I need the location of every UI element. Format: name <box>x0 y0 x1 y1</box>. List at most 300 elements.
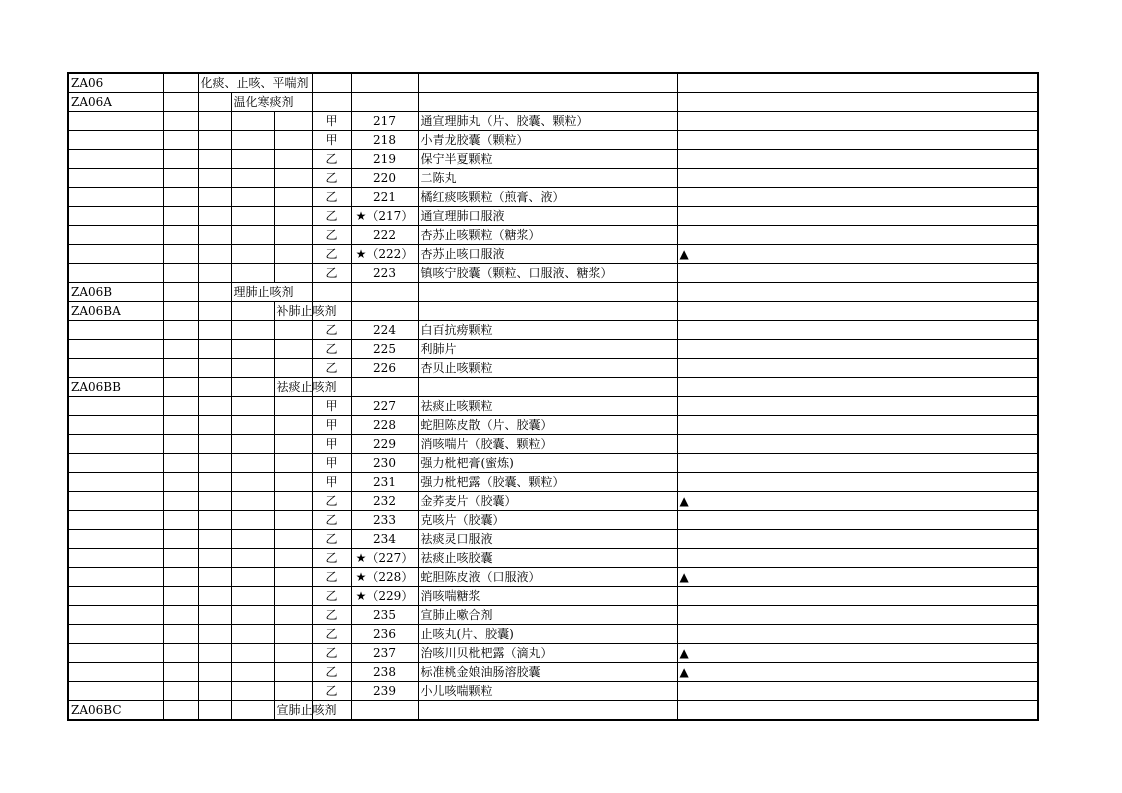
category-cell <box>198 169 231 188</box>
row-code <box>68 663 163 682</box>
number-cell: 220 <box>351 169 418 188</box>
drug-catalog-table <box>67 72 1039 721</box>
category-label: 化痰、止咳、平喘剂 <box>198 73 231 93</box>
row-code: ZA06BA <box>68 302 163 321</box>
row-code <box>68 587 163 606</box>
category-cell <box>274 207 312 226</box>
category-cell <box>198 416 231 435</box>
category-cell <box>198 93 231 112</box>
category-cell <box>274 549 312 568</box>
category-cell <box>231 359 274 378</box>
grade-cell: 乙 <box>312 226 351 245</box>
drug-name <box>418 378 677 397</box>
mark-cell <box>677 226 1038 245</box>
row-code <box>68 264 163 283</box>
number-cell: ★（217） <box>351 207 418 226</box>
mark-cell <box>677 359 1038 378</box>
grade-cell: 甲 <box>312 112 351 131</box>
category-cell <box>274 492 312 511</box>
category-cell <box>198 644 231 663</box>
grade-cell: 乙 <box>312 492 351 511</box>
category-cell <box>198 188 231 207</box>
grade-cell <box>312 283 351 302</box>
spacer-cell <box>163 435 198 454</box>
table-row <box>68 530 1038 549</box>
category-cell <box>231 397 274 416</box>
number-cell <box>351 701 418 721</box>
category-cell <box>198 131 231 150</box>
number-cell: 233 <box>351 511 418 530</box>
category-cell <box>274 340 312 359</box>
category-cell <box>274 226 312 245</box>
drug-name: 强力枇杷露（胶囊、颗粒） <box>418 473 677 492</box>
spacer-cell <box>163 226 198 245</box>
table-row <box>68 302 1038 321</box>
drug-name: 蛇胆陈皮散（片、胶囊） <box>418 416 677 435</box>
mark-cell <box>677 321 1038 340</box>
category-cell <box>231 378 274 397</box>
mark-cell <box>677 264 1038 283</box>
number-cell: ★（229） <box>351 587 418 606</box>
category-cell <box>198 226 231 245</box>
spacer-cell <box>163 359 198 378</box>
spacer-cell <box>163 492 198 511</box>
mark-cell <box>677 131 1038 150</box>
category-cell <box>198 245 231 264</box>
spacer-cell <box>163 587 198 606</box>
row-code: ZA06BB <box>68 378 163 397</box>
number-cell: 232 <box>351 492 418 511</box>
grade-cell <box>312 93 351 112</box>
mark-cell: ▲ <box>677 663 1038 682</box>
number-cell: 236 <box>351 625 418 644</box>
spacer-cell <box>163 73 198 93</box>
mark-cell <box>677 587 1038 606</box>
drug-name: 小青龙胶囊（颗粒） <box>418 131 677 150</box>
grade-cell: 乙 <box>312 644 351 663</box>
category-label: 理肺止咳剂 <box>231 283 274 302</box>
table-row <box>68 644 1038 663</box>
spacer-cell <box>163 568 198 587</box>
mark-cell: ▲ <box>677 644 1038 663</box>
grade-cell: 甲 <box>312 416 351 435</box>
category-cell <box>231 150 274 169</box>
category-cell <box>231 625 274 644</box>
category-cell <box>231 435 274 454</box>
drug-name: 祛痰灵口服液 <box>418 530 677 549</box>
row-code: ZA06A <box>68 93 163 112</box>
mark-cell <box>677 207 1038 226</box>
mark-cell <box>677 549 1038 568</box>
category-cell <box>231 264 274 283</box>
drug-name <box>418 302 677 321</box>
grade-cell: 乙 <box>312 511 351 530</box>
row-code: ZA06 <box>68 73 163 93</box>
table-row <box>68 207 1038 226</box>
category-cell <box>231 245 274 264</box>
table-row <box>68 378 1038 397</box>
row-code <box>68 625 163 644</box>
row-code <box>68 169 163 188</box>
mark-cell <box>677 93 1038 112</box>
drug-name: 利肺片 <box>418 340 677 359</box>
category-cell <box>198 606 231 625</box>
category-cell <box>198 378 231 397</box>
table-row <box>68 283 1038 302</box>
table-row <box>68 511 1038 530</box>
grade-cell: 乙 <box>312 188 351 207</box>
spacer-cell <box>163 93 198 112</box>
number-cell: ★（222） <box>351 245 418 264</box>
grade-cell <box>312 73 351 93</box>
row-code <box>68 340 163 359</box>
table-row <box>68 435 1038 454</box>
category-cell <box>198 283 231 302</box>
drug-name <box>418 73 677 93</box>
number-cell: 218 <box>351 131 418 150</box>
category-cell <box>198 340 231 359</box>
drug-name: 祛痰止咳胶囊 <box>418 549 677 568</box>
row-code <box>68 226 163 245</box>
number-cell <box>351 302 418 321</box>
category-cell <box>198 397 231 416</box>
drug-name: 克咳片（胶囊） <box>418 511 677 530</box>
spacer-cell <box>163 644 198 663</box>
table-row <box>68 112 1038 131</box>
category-cell <box>231 321 274 340</box>
category-cell <box>274 568 312 587</box>
mark-cell <box>677 435 1038 454</box>
table-row <box>68 188 1038 207</box>
drug-name: 二陈丸 <box>418 169 677 188</box>
drug-name: 消咳喘片（胶囊、颗粒） <box>418 435 677 454</box>
table-row <box>68 131 1038 150</box>
spacer-cell <box>163 207 198 226</box>
category-cell <box>198 359 231 378</box>
number-cell: ★（228） <box>351 568 418 587</box>
number-cell: 217 <box>351 112 418 131</box>
grade-cell: 乙 <box>312 245 351 264</box>
category-cell <box>198 321 231 340</box>
category-cell <box>231 169 274 188</box>
category-cell <box>231 663 274 682</box>
category-cell <box>231 112 274 131</box>
table-row <box>68 73 1038 93</box>
spacer-cell <box>163 340 198 359</box>
table-row <box>68 150 1038 169</box>
grade-cell: 乙 <box>312 321 351 340</box>
row-code <box>68 131 163 150</box>
number-cell: 229 <box>351 435 418 454</box>
category-cell <box>198 549 231 568</box>
table-row <box>68 492 1038 511</box>
spacer-cell <box>163 302 198 321</box>
number-cell: 234 <box>351 530 418 549</box>
category-cell <box>198 207 231 226</box>
mark-cell <box>677 302 1038 321</box>
row-code <box>68 568 163 587</box>
mark-cell: ▲ <box>677 492 1038 511</box>
category-cell <box>274 359 312 378</box>
spacer-cell <box>163 682 198 701</box>
category-cell <box>231 188 274 207</box>
category-cell <box>231 606 274 625</box>
table-row <box>68 454 1038 473</box>
grade-cell: 乙 <box>312 340 351 359</box>
category-label: 温化寒痰剂 <box>231 93 274 112</box>
category-cell <box>274 435 312 454</box>
category-cell <box>198 568 231 587</box>
row-code <box>68 150 163 169</box>
category-cell <box>274 169 312 188</box>
row-code <box>68 416 163 435</box>
category-cell <box>231 454 274 473</box>
table-row <box>68 245 1038 264</box>
mark-cell <box>677 169 1038 188</box>
category-cell <box>274 264 312 283</box>
drug-name <box>418 93 677 112</box>
number-cell: 235 <box>351 606 418 625</box>
category-cell <box>231 644 274 663</box>
number-cell: 225 <box>351 340 418 359</box>
mark-cell <box>677 397 1038 416</box>
number-cell: 230 <box>351 454 418 473</box>
number-cell: 223 <box>351 264 418 283</box>
category-cell <box>198 492 231 511</box>
mark-cell <box>677 625 1038 644</box>
category-label: 补肺止咳剂 <box>274 302 312 321</box>
spacer-cell <box>163 245 198 264</box>
category-cell <box>198 264 231 283</box>
mark-cell <box>677 473 1038 492</box>
mark-cell <box>677 606 1038 625</box>
drug-name: 橘红痰咳颗粒（煎膏、液） <box>418 188 677 207</box>
drug-name: 通宣理肺口服液 <box>418 207 677 226</box>
spacer-cell <box>163 416 198 435</box>
row-code <box>68 682 163 701</box>
spacer-cell <box>163 264 198 283</box>
category-cell <box>198 701 231 721</box>
table-row <box>68 397 1038 416</box>
category-cell <box>198 435 231 454</box>
grade-cell: 乙 <box>312 264 351 283</box>
number-cell: 239 <box>351 682 418 701</box>
number-cell: 237 <box>351 644 418 663</box>
category-cell <box>198 682 231 701</box>
table-row <box>68 93 1038 112</box>
category-cell <box>231 226 274 245</box>
drug-name: 蛇胆陈皮液（口服液） <box>418 568 677 587</box>
category-cell <box>198 625 231 644</box>
spacer-cell <box>163 131 198 150</box>
spacer-cell <box>163 549 198 568</box>
table-row <box>68 587 1038 606</box>
table-row <box>68 226 1038 245</box>
grade-cell: 乙 <box>312 150 351 169</box>
table-row <box>68 264 1038 283</box>
category-label: 祛痰止咳剂 <box>274 378 312 397</box>
mark-cell: ▲ <box>677 245 1038 264</box>
spacer-cell <box>163 511 198 530</box>
row-code <box>68 606 163 625</box>
drug-name: 强力枇杷膏(蜜炼) <box>418 454 677 473</box>
row-code: ZA06BC <box>68 701 163 721</box>
category-cell <box>274 112 312 131</box>
row-code <box>68 359 163 378</box>
category-cell <box>231 416 274 435</box>
grade-cell: 乙 <box>312 587 351 606</box>
grade-cell: 乙 <box>312 606 351 625</box>
table-row <box>68 625 1038 644</box>
grade-cell: 乙 <box>312 207 351 226</box>
number-cell: 228 <box>351 416 418 435</box>
spacer-cell <box>163 454 198 473</box>
category-cell <box>274 321 312 340</box>
table-row <box>68 473 1038 492</box>
row-code <box>68 644 163 663</box>
grade-cell: 乙 <box>312 568 351 587</box>
mark-cell <box>677 701 1038 721</box>
table-row <box>68 340 1038 359</box>
spacer-cell <box>163 321 198 340</box>
table-row <box>68 321 1038 340</box>
grade-cell: 甲 <box>312 454 351 473</box>
mark-cell <box>677 378 1038 397</box>
spacer-cell <box>163 169 198 188</box>
grade-cell: 乙 <box>312 530 351 549</box>
category-cell <box>198 587 231 606</box>
category-cell <box>274 416 312 435</box>
number-cell: 221 <box>351 188 418 207</box>
mark-cell <box>677 454 1038 473</box>
category-cell <box>198 511 231 530</box>
row-code <box>68 530 163 549</box>
number-cell: 219 <box>351 150 418 169</box>
drug-name: 祛痰止咳颗粒 <box>418 397 677 416</box>
grade-cell: 乙 <box>312 549 351 568</box>
row-code <box>68 435 163 454</box>
table-row <box>68 682 1038 701</box>
drug-name: 消咳喘糖浆 <box>418 587 677 606</box>
row-code <box>68 549 163 568</box>
mark-cell <box>677 112 1038 131</box>
category-cell <box>274 473 312 492</box>
row-code <box>68 112 163 131</box>
number-cell <box>351 93 418 112</box>
drug-name: 标准桃金娘油肠溶胶囊 <box>418 663 677 682</box>
row-code <box>68 397 163 416</box>
spacer-cell <box>163 397 198 416</box>
category-cell <box>198 663 231 682</box>
category-cell <box>198 150 231 169</box>
category-cell <box>274 644 312 663</box>
spacer-cell <box>163 188 198 207</box>
category-cell <box>274 606 312 625</box>
category-cell <box>274 587 312 606</box>
grade-cell: 甲 <box>312 131 351 150</box>
category-cell <box>274 245 312 264</box>
category-cell <box>231 682 274 701</box>
drug-name: 白百抗痨颗粒 <box>418 321 677 340</box>
grade-cell: 乙 <box>312 359 351 378</box>
category-label: 宣肺止咳剂 <box>274 701 312 721</box>
category-cell <box>198 112 231 131</box>
drug-name: 金荞麦片（胶囊） <box>418 492 677 511</box>
row-code <box>68 321 163 340</box>
row-code <box>68 473 163 492</box>
category-cell <box>274 663 312 682</box>
table-row <box>68 549 1038 568</box>
number-cell: 238 <box>351 663 418 682</box>
table-row <box>68 359 1038 378</box>
row-code: ZA06B <box>68 283 163 302</box>
number-cell: 227 <box>351 397 418 416</box>
grade-cell: 乙 <box>312 625 351 644</box>
table-row <box>68 663 1038 682</box>
spacer-cell <box>163 606 198 625</box>
mark-cell <box>677 73 1038 93</box>
drug-name: 镇咳宁胶囊（颗粒、口服液、糖浆） <box>418 264 677 283</box>
category-cell <box>231 207 274 226</box>
drug-name: 杏苏止咳口服液 <box>418 245 677 264</box>
mark-cell <box>677 188 1038 207</box>
mark-cell <box>677 416 1038 435</box>
row-code <box>68 245 163 264</box>
category-cell <box>198 454 231 473</box>
mark-cell <box>677 511 1038 530</box>
grade-cell: 甲 <box>312 435 351 454</box>
number-cell <box>351 283 418 302</box>
grade-cell: 乙 <box>312 169 351 188</box>
spacer-cell <box>163 530 198 549</box>
category-cell <box>274 150 312 169</box>
category-cell <box>231 131 274 150</box>
category-cell <box>231 549 274 568</box>
drug-name: 治咳川贝枇杷露（滴丸） <box>418 644 677 663</box>
category-cell <box>231 701 274 721</box>
mark-cell <box>677 150 1038 169</box>
drug-name: 小儿咳喘颗粒 <box>418 682 677 701</box>
table-body <box>68 73 1038 720</box>
drug-name: 杏苏止咳颗粒（糖浆） <box>418 226 677 245</box>
mark-cell <box>677 682 1038 701</box>
table-row <box>68 701 1038 721</box>
number-cell: ★（227） <box>351 549 418 568</box>
row-code <box>68 188 163 207</box>
number-cell <box>351 73 418 93</box>
table-row <box>68 416 1038 435</box>
grade-cell: 甲 <box>312 397 351 416</box>
category-cell <box>274 530 312 549</box>
category-cell <box>231 530 274 549</box>
mark-cell <box>677 340 1038 359</box>
spacer-cell <box>163 283 198 302</box>
category-cell <box>274 511 312 530</box>
drug-name: 宣肺止嗽合剂 <box>418 606 677 625</box>
drug-name <box>418 701 677 721</box>
drug-name: 杏贝止咳颗粒 <box>418 359 677 378</box>
row-code <box>68 454 163 473</box>
drug-name: 止咳丸(片、胶囊) <box>418 625 677 644</box>
number-cell <box>351 378 418 397</box>
category-cell <box>274 188 312 207</box>
spacer-cell <box>163 663 198 682</box>
category-cell <box>274 397 312 416</box>
table-row <box>68 568 1038 587</box>
category-cell <box>274 682 312 701</box>
number-cell: 222 <box>351 226 418 245</box>
spacer-cell <box>163 701 198 721</box>
